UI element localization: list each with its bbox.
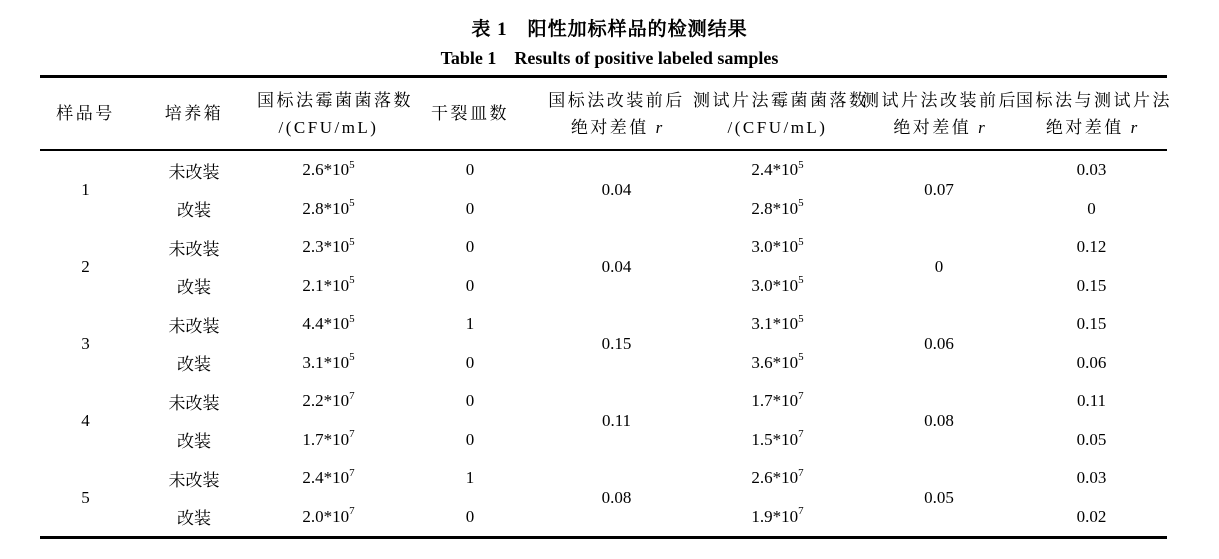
gb-mold-count-cell [257, 498, 400, 538]
variable-r: r [655, 117, 663, 137]
gb-mold-count-cell [257, 190, 400, 229]
gb-vs-strip-diff-cell: 0.02 [1076, 506, 1107, 526]
gb-before-after-diff-cell: 0.04 [601, 179, 632, 199]
dry-cracked-dish-count-cell: 0 [465, 198, 475, 218]
value-exponent: 7 [798, 389, 804, 402]
strip-mold-count-cell [693, 190, 862, 229]
strip-before-after-diff-cell: 0 [934, 256, 944, 276]
strip-mold-count-cell [693, 498, 862, 538]
value-mantissa: 2.2*10 [302, 391, 350, 411]
gb-vs-strip-diff-cell: 0.15 [1076, 314, 1107, 334]
incubator-cell: 改装 [177, 355, 211, 375]
table-header [40, 77, 1172, 151]
dry-cracked-dish-count-cell: 1 [465, 468, 475, 488]
table-row [40, 382, 1167, 421]
col-header-dry-cracked-dish-count: 干裂皿数 [400, 77, 540, 151]
value-mantissa: 2.8*10 [751, 198, 799, 218]
gb-vs-strip-diff-cell: 0.03 [1076, 160, 1107, 180]
value-mantissa: 3.0*10 [751, 275, 799, 295]
value-mantissa: 4.4*10 [302, 314, 350, 334]
sample-number-cell: 5 [81, 487, 90, 507]
variable-r: r [978, 117, 985, 137]
strip-before-after-diff-cell: 0.06 [924, 333, 954, 353]
gb-vs-strip-diff-cell: 0.15 [1076, 275, 1107, 295]
value-exponent: 7 [798, 505, 804, 518]
incubator-cell: 改装 [177, 432, 211, 452]
value-mantissa: 2.6*10 [751, 468, 799, 488]
sample-number-cell: 4 [81, 410, 90, 430]
table-row [40, 305, 1167, 344]
table-title-english: Table 1 Results of positive labeled samples [440, 48, 779, 68]
dry-cracked-dish-count-cell: 0 [465, 275, 475, 295]
table-row [40, 150, 1167, 190]
results-table [40, 75, 1172, 539]
gb-mold-count-cell [257, 305, 400, 344]
value-exponent: 5 [349, 351, 355, 364]
col-header-incubator: 培养箱 [131, 77, 257, 151]
header-row [40, 77, 1167, 151]
dry-cracked-dish-count-cell: 0 [465, 391, 475, 411]
strip-mold-count-cell [693, 228, 862, 267]
gb-mold-count-cell [257, 267, 400, 306]
sample-number-cell: 1 [81, 179, 90, 199]
gb-mold-count-cell [257, 150, 400, 190]
strip-mold-count-cell [693, 459, 862, 498]
value-mantissa: 1.9*10 [751, 506, 799, 526]
gb-vs-strip-diff-cell: 0 [1087, 198, 1096, 218]
strip-before-after-diff-cell: 0.08 [924, 410, 954, 430]
strip-before-after-diff-cell: 0.05 [924, 487, 954, 507]
value-mantissa: 2.8*10 [302, 198, 350, 218]
strip-mold-count-cell [693, 305, 862, 344]
table-title-chinese: 表 1 阳性加标样品的检测结果 [471, 19, 748, 40]
gb-before-after-diff-cell: 0.08 [601, 487, 632, 507]
strip-mold-count-cell [693, 267, 862, 306]
value-exponent: 7 [798, 466, 804, 479]
value-exponent: 5 [798, 351, 804, 364]
gb-before-after-diff-cell: 0.15 [601, 333, 632, 353]
value-mantissa: 3.6*10 [751, 352, 799, 372]
incubator-cell: 改装 [177, 509, 211, 529]
gb-vs-strip-diff-cell: 0.06 [1076, 352, 1107, 372]
value-exponent: 7 [349, 505, 355, 518]
value-exponent: 7 [798, 428, 804, 441]
gb-before-after-diff-cell: 0.11 [601, 410, 632, 430]
gb-mold-count-cell [257, 421, 400, 460]
col-header-gb-vs-strip-diff: 国标法与测试片法 绝对差值 r [1016, 77, 1167, 151]
col-header-gb-before-after-diff: 国标法改装前后 绝对差值 r [540, 77, 693, 151]
gb-mold-count-cell [257, 344, 400, 383]
value-exponent: 5 [798, 158, 804, 171]
dry-cracked-dish-count-cell: 0 [465, 352, 475, 372]
value-exponent: 5 [798, 312, 804, 325]
col-header-sample-number: 样品号 [40, 77, 131, 151]
value-mantissa: 2.3*10 [302, 237, 350, 257]
table-row [40, 459, 1167, 498]
value-mantissa: 1.7*10 [751, 391, 799, 411]
variable-r: r [1130, 117, 1138, 137]
value-exponent: 7 [349, 466, 355, 479]
dry-cracked-dish-count-cell: 0 [465, 506, 475, 526]
value-exponent: 7 [349, 389, 355, 402]
gb-vs-strip-diff-cell: 0.05 [1076, 429, 1107, 449]
gb-mold-count-cell [257, 228, 400, 267]
gb-mold-count-cell [257, 382, 400, 421]
value-exponent: 5 [349, 197, 355, 210]
col-header-gb-mold-count: 国标法霉菌菌落数 /(CFU/mL) [257, 77, 400, 151]
value-exponent: 5 [798, 274, 804, 287]
incubator-cell: 改装 [177, 201, 211, 221]
value-mantissa: 1.7*10 [302, 429, 350, 449]
col-header-strip-mold-count: 测试片法霉菌菌落数 /(CFU/mL) [693, 77, 862, 151]
value-exponent: 5 [798, 235, 804, 248]
col-header-strip-before-after-diff: 测试片法改装前后 绝对差值 r [862, 77, 1016, 151]
table-body [40, 150, 1167, 538]
dry-cracked-dish-count-cell: 0 [465, 160, 475, 180]
dry-cracked-dish-count-cell: 1 [465, 314, 475, 334]
incubator-cell: 未改装 [168, 393, 220, 413]
strip-mold-count-cell [693, 382, 862, 421]
value-exponent: 5 [798, 197, 804, 210]
incubator-cell: 改装 [177, 278, 211, 298]
strip-before-after-diff-cell: 0.07 [924, 179, 954, 199]
gb-before-after-diff-cell: 0.04 [601, 256, 632, 276]
value-exponent: 7 [349, 428, 355, 441]
value-mantissa: 2.0*10 [302, 506, 350, 526]
value-mantissa: 2.6*10 [302, 160, 350, 180]
sample-number-cell: 3 [81, 333, 90, 353]
value-exponent: 5 [349, 235, 355, 248]
value-mantissa: 2.4*10 [751, 160, 799, 180]
strip-mold-count-cell [693, 421, 862, 460]
table-row [40, 228, 1167, 267]
strip-mold-count-cell [693, 344, 862, 383]
gb-vs-strip-diff-cell: 0.03 [1076, 468, 1107, 488]
value-mantissa: 3.1*10 [302, 352, 350, 372]
gb-mold-count-cell [257, 459, 400, 498]
strip-mold-count-cell [693, 150, 862, 190]
value-mantissa: 3.1*10 [751, 314, 799, 334]
gb-vs-strip-diff-cell: 0.12 [1076, 237, 1107, 257]
incubator-cell: 未改装 [168, 316, 220, 336]
incubator-cell: 未改装 [168, 239, 220, 259]
dry-cracked-dish-count-cell: 0 [465, 237, 475, 257]
value-exponent: 5 [349, 158, 355, 171]
gb-vs-strip-diff-cell: 0.11 [1076, 391, 1107, 411]
value-mantissa: 3.0*10 [751, 237, 799, 257]
incubator-cell: 未改装 [168, 162, 220, 182]
value-mantissa: 1.5*10 [751, 429, 799, 449]
value-exponent: 5 [349, 274, 355, 287]
value-mantissa: 2.4*10 [302, 468, 350, 488]
incubator-cell: 未改装 [168, 470, 220, 490]
sample-number-cell: 2 [81, 256, 90, 276]
dry-cracked-dish-count-cell: 0 [465, 429, 475, 449]
value-mantissa: 2.1*10 [302, 275, 350, 295]
value-exponent: 5 [349, 312, 355, 325]
